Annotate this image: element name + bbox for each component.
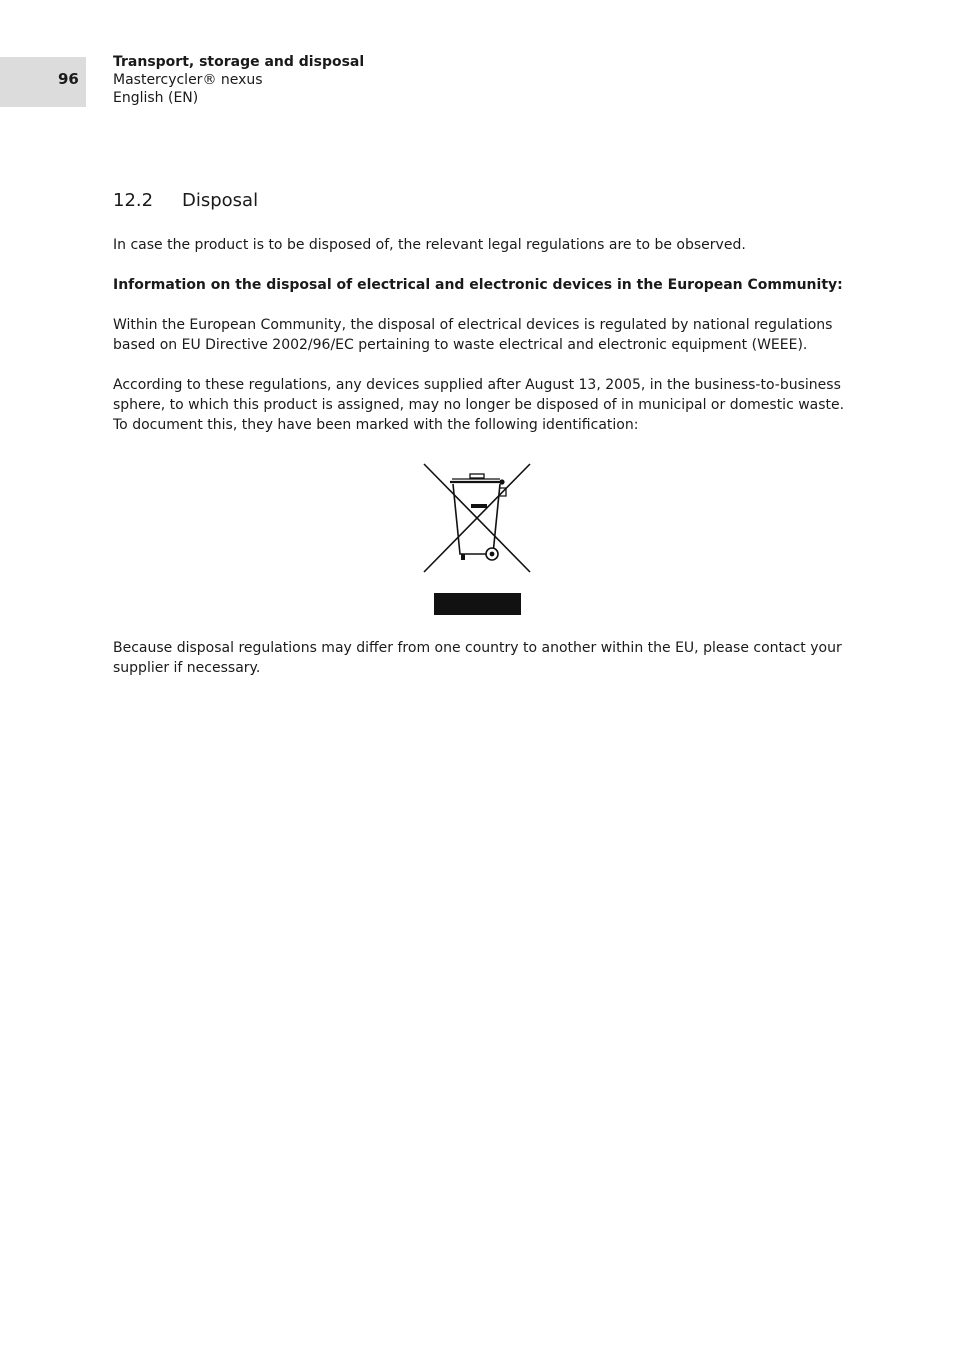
crossed-out-wheelie-bin-icon xyxy=(420,462,534,576)
contact-supplier-paragraph: Because disposal regulations may differ from one country to another within the EU, please contact your supplier if necessary. xyxy=(113,640,842,676)
eu-directive-paragraph: Within the European Community, the disposal of electrical devices is regulated by national regulations based on EU Directive 2002/96/EC pertaining to waste electrical and electronic equipment (WEEE). xyxy=(113,317,833,353)
regulations-paragraph: According to these regulations, any devices supplied after August 13, 2005, in the business-to-business sphere, to which this product is assigned, may no longer be disposed of in municipal or domestic waste. To document this, they have been marked with the following identification: xyxy=(113,377,845,433)
intro-paragraph: In case the product is to be disposed of, the relevant legal regulations are to be observed. xyxy=(113,237,746,253)
page-number: 96 xyxy=(58,70,79,88)
product-name: Mastercycler® nexus xyxy=(113,72,263,88)
section-title: Disposal xyxy=(182,190,259,211)
language-label: English (EN) xyxy=(113,90,199,106)
eu-info-heading: Information on the disposal of electrical and electronic devices in the European Community: xyxy=(113,277,843,293)
section-heading xyxy=(113,190,258,211)
weee-black-bar xyxy=(434,593,521,615)
chapter-title: Transport, storage and disposal xyxy=(113,54,365,70)
running-header xyxy=(113,53,364,107)
section-number: 12.2 xyxy=(113,190,154,211)
